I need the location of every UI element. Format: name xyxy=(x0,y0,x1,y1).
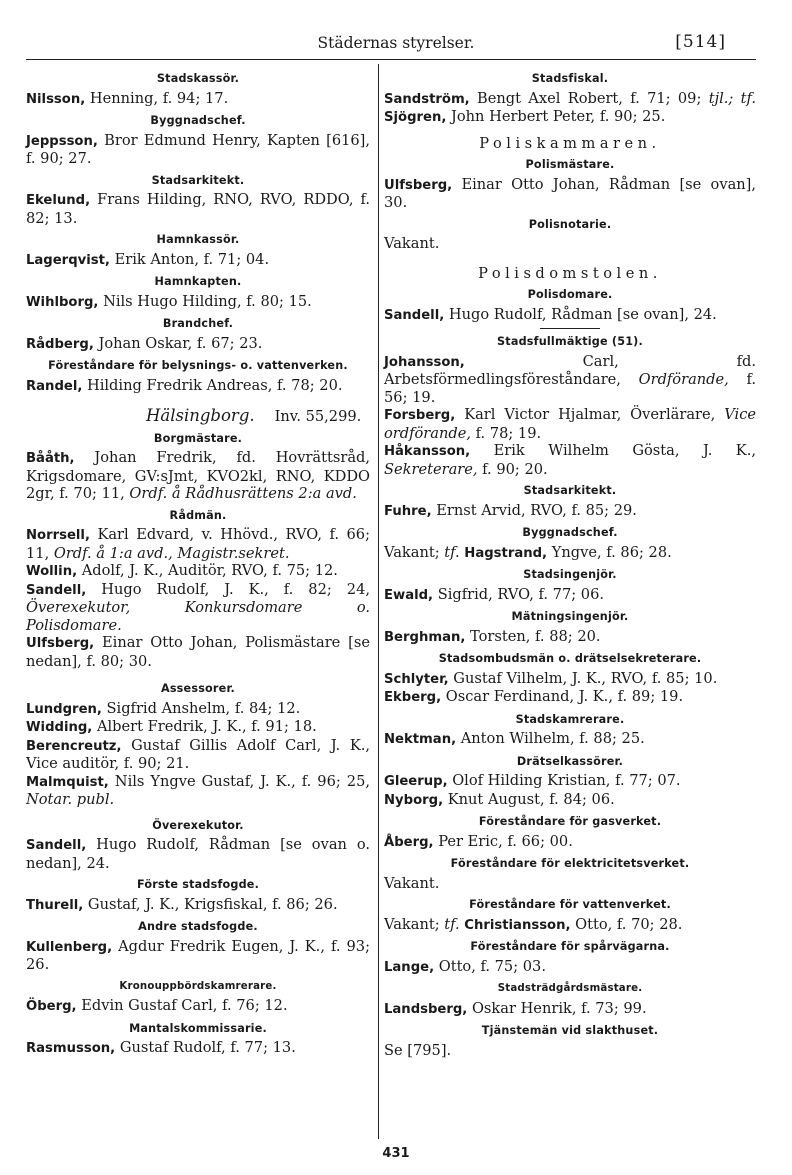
city-inventory: Inv. 55,299. xyxy=(274,408,362,425)
page-title: Städernas styrelser. xyxy=(317,34,475,52)
entry-italic: tjl.; tf. xyxy=(708,89,757,107)
entry-name: Ewald, xyxy=(384,587,434,603)
section-heading: Tjänstemän vid slakthuset. xyxy=(481,1024,659,1037)
entry xyxy=(384,833,756,852)
entry-italic: Ordf. å Rådhusrättens 2:a avd. xyxy=(129,485,357,502)
entry-text: Einar Otto Johan, Rådman [se ovan], 30. xyxy=(384,175,757,211)
entry xyxy=(384,772,756,791)
entry xyxy=(26,836,370,872)
entry xyxy=(26,581,370,635)
entry-text: Bengt Axel Robert, f. 71; 09; xyxy=(477,89,702,107)
entry xyxy=(384,90,756,127)
entry xyxy=(384,306,756,325)
entry-name: Norrsell, xyxy=(26,528,90,543)
entry-name: Bååth, xyxy=(26,451,75,466)
entry xyxy=(384,670,756,689)
entry-name: Sandell, xyxy=(26,582,87,598)
entry-text: Edvin Gustaf Carl, f. 76; 12. xyxy=(81,997,288,1014)
entry-name: Nilsson, xyxy=(26,91,86,107)
entry xyxy=(26,191,370,227)
entry xyxy=(26,132,370,168)
entry-text: Nils Hugo Hilding, f. 80; 15. xyxy=(103,292,312,310)
section-heading: Stadsarkitekt. xyxy=(151,173,245,187)
entry xyxy=(26,997,370,1016)
left-column xyxy=(26,66,370,1058)
section-heading: Föreståndare för spårvägarna. xyxy=(470,940,670,953)
entry-name: Öberg, xyxy=(26,999,77,1014)
city-heading xyxy=(26,407,370,426)
entry-text: Agdur Fredrik Eugen, J. K., f. 93; 26. xyxy=(26,937,370,973)
entry-text: Bror Edmund Henry, Kapten [616], f. 90; 27. xyxy=(26,131,371,167)
entry xyxy=(384,353,756,407)
entry-name: Ulfsberg, xyxy=(26,636,95,651)
entry xyxy=(384,1000,756,1019)
page-header xyxy=(0,34,792,58)
section-heading: Stadsträdgårdsmästare. xyxy=(497,983,643,994)
entry-text: Gustaf, J. K., Krigsfiskal, f. 86; 26. xyxy=(87,895,338,913)
entry xyxy=(384,406,756,442)
entry-text: Oskar Henrik, f. 73; 99. xyxy=(471,999,647,1017)
entry xyxy=(384,958,756,977)
subdivision-title: Polisdomstolen. xyxy=(478,264,662,282)
entry xyxy=(384,502,756,521)
entry-italic: Vice ordförande, xyxy=(384,406,757,442)
entry-name: Ekberg, xyxy=(384,690,442,705)
entry xyxy=(26,700,370,719)
entry xyxy=(384,442,756,478)
entry-pre: Vakant; xyxy=(384,915,440,933)
entry-text: Sigfrid Anshelm, f. 84; 12. xyxy=(106,699,301,717)
entry-tail: f. 78; 19. xyxy=(475,424,542,442)
entry-name: Christiansson, xyxy=(464,917,571,933)
entry xyxy=(26,1039,370,1058)
entry-name: Håkansson, xyxy=(384,444,471,459)
section-heading: Föreståndare för belysnings- o. vattenverken. xyxy=(48,359,348,372)
section-heading: Stadsombudsmän o. drätselsekreterare. xyxy=(438,652,702,665)
entry xyxy=(26,938,370,974)
entry-name: Wihlborg, xyxy=(26,294,99,310)
entry-text: Albert Fredrik, J. K., f. 91; 18. xyxy=(96,718,317,735)
section-heading: Stadsingenjör. xyxy=(523,568,617,581)
column-divider xyxy=(378,64,379,1139)
entry-text: Johan Oskar, f. 67; 23. xyxy=(98,334,263,352)
entry-text: Carl, fd. Arbetsförmedlingsföreståndare, xyxy=(384,352,756,388)
section-heading: Föreståndare för gasverket. xyxy=(478,815,662,828)
section-heading: Hamnkapten. xyxy=(154,275,242,288)
entry-name: Ekelund, xyxy=(26,193,91,208)
entry-italic: Sekreterare, xyxy=(384,460,478,478)
entry-italic: Ordförande, xyxy=(638,371,729,388)
section-heading: Överexekutor. xyxy=(152,818,244,832)
entry-name: Forsberg, xyxy=(384,408,456,423)
entry-name: Nyborg, xyxy=(384,792,444,808)
entry-italic: Överexekutor, Konkursdomare o. Polisdomare. xyxy=(26,599,370,634)
section-heading: Brandchef. xyxy=(162,317,234,330)
entry-text: Erik Wilhelm Gösta, J. K., xyxy=(493,442,756,459)
entry-name: Åberg, xyxy=(384,834,434,850)
entry-name: Gleerup, xyxy=(384,774,448,789)
entry-italic: Ordf. å 1:a avd., Magistr.sekret. xyxy=(53,544,290,562)
section-heading: Polisnotarie. xyxy=(528,217,612,231)
entry-text: John Herbert Peter, f. 90; 25. xyxy=(451,108,666,125)
entry xyxy=(26,377,370,396)
entry xyxy=(384,875,756,893)
section-heading: Förste stadsfogde. xyxy=(136,878,260,891)
entry-name: Randel, xyxy=(26,378,83,394)
entry-text: Vakant. xyxy=(384,874,440,892)
entry xyxy=(26,562,370,581)
entry xyxy=(26,737,370,773)
entry-italic: tf. xyxy=(444,915,460,933)
entry-text: Knut August, f. 84; 06. xyxy=(447,790,615,808)
entry-name: Wollin, xyxy=(26,564,78,579)
entry xyxy=(26,896,370,915)
entry xyxy=(384,730,756,749)
entry-text: Oscar Ferdinand, J. K., f. 89; 19. xyxy=(445,688,684,705)
entry-name: Malmquist, xyxy=(26,774,109,790)
entry-name: Nektman, xyxy=(384,732,457,747)
entry-text: Karl Victor Hjalmar, Överlärare, xyxy=(464,406,716,423)
section-heading: Föreståndare för vattenverket. xyxy=(469,898,671,911)
entry-text: Ernst Arvid, RVO, f. 85; 29. xyxy=(436,501,637,519)
section-heading: Kronouppbördskamrerare. xyxy=(119,980,277,992)
entry-name: Lundgren, xyxy=(26,701,102,717)
entry-tail: f. 90; 20. xyxy=(482,460,548,478)
entry-italic: tf. xyxy=(444,543,460,561)
entry xyxy=(26,251,370,270)
entry-name: Landsberg, xyxy=(384,1001,468,1017)
entry-name: Hagstrand, xyxy=(464,545,548,561)
section-heading: Stadsarkitekt. xyxy=(523,484,617,497)
entry-name: Ulfsberg, xyxy=(384,177,453,193)
section-rule xyxy=(540,328,600,329)
entry-name: Schlyter, xyxy=(384,671,449,687)
entry-text: Adolf, J. K., Auditör, RVO, f. 75; 12. xyxy=(81,562,338,579)
entry xyxy=(384,688,756,707)
entry-name: Sandström, xyxy=(384,91,470,107)
section-heading: Mantalskommissarie. xyxy=(129,1021,267,1035)
entry-text: Karl Edvard, v. Hhövd., RVO, f. 66; 11, xyxy=(26,526,370,562)
entry xyxy=(26,449,370,503)
entry-text: Hugo Rudolf, Rådman [se ovan], 24. xyxy=(448,305,717,323)
entry-text: Nils Yngve Gustaf, J. K., f. 96; 25, xyxy=(114,772,370,790)
entry-name: Sandell, xyxy=(26,838,87,853)
entry xyxy=(26,634,370,670)
entry-text: Yngve, f. 86; 28. xyxy=(551,543,672,561)
section-heading: Stadsfullmäktige (51). xyxy=(497,335,643,348)
page-reference: [514] xyxy=(675,32,726,52)
entry xyxy=(26,526,370,562)
entry-text: Anton Wilhelm, f. 88; 25. xyxy=(460,730,645,747)
section-heading: Rådmän. xyxy=(169,508,227,522)
entry-name: Berghman, xyxy=(384,629,466,645)
entry-text: Erik Anton, f. 71; 04. xyxy=(114,250,270,268)
section-heading: Byggnadschef. xyxy=(522,526,618,539)
entry-text: Johan Fredrik, fd. Hovrättsråd, Krigsdomare, GV:sJmt, KVO2kl, RNO, KDDO 2gr, f. 70; 11, xyxy=(26,449,371,502)
section-heading: Polismästare. xyxy=(525,158,615,171)
section-heading: Assessorer. xyxy=(160,682,236,695)
entry-text: Se [795]. xyxy=(384,1041,452,1059)
section-heading: Drätselkassörer. xyxy=(516,754,624,768)
entry-pre: Vakant; xyxy=(384,543,440,561)
entry-name: Lange, xyxy=(384,959,435,975)
entry-text: Hugo Rudolf, Rådman [se ovan o. nedan], 24. xyxy=(26,836,371,872)
section-heading: Byggnadschef. xyxy=(150,114,246,127)
entry-name: Lagerqvist, xyxy=(26,252,110,268)
entry-italic: Notar. publ. xyxy=(26,791,115,808)
entry-text: Vakant. xyxy=(384,235,440,252)
section-heading: Mätningsingenjör. xyxy=(511,610,629,623)
entry-name: Kullenberg, xyxy=(26,939,113,955)
entry xyxy=(384,1042,756,1060)
entry xyxy=(26,773,370,809)
entry-text: Torsten, f. 88; 20. xyxy=(470,627,601,645)
section-heading: Borgmästare. xyxy=(153,431,243,445)
entry-name: Thurell, xyxy=(26,897,84,913)
entry-name: Widding, xyxy=(26,720,93,735)
subdivision-title: Poliskammaren. xyxy=(479,134,661,152)
entry xyxy=(384,791,756,810)
section-heading: Stadskamrerare. xyxy=(515,712,625,726)
city-name: Hälsingborg. xyxy=(146,406,255,425)
entry-name: Jeppsson, xyxy=(26,133,98,149)
entry-text: Otto, f. 75; 03. xyxy=(438,957,546,975)
entry xyxy=(26,718,370,737)
entry-text: Gustaf Rudolf, f. 77; 13. xyxy=(119,1039,296,1056)
header-rule xyxy=(26,59,756,60)
entry-name: Rådberg, xyxy=(26,336,94,352)
section-heading: Stadsfiskal. xyxy=(531,72,609,85)
entry-text: Olof Hilding Kristian, f. 77; 07. xyxy=(452,772,681,789)
section-heading: Föreståndare för elektricitetsverket. xyxy=(450,857,690,870)
entry xyxy=(384,176,756,212)
entry-name: Johansson, xyxy=(384,354,465,370)
page-number: 431 xyxy=(382,1146,410,1161)
entry-text: Hugo Rudolf, J. K., f. 82; 24, xyxy=(101,580,371,598)
entry-text: Per Eric, f. 66; 00. xyxy=(438,832,573,850)
section-heading: Andre stadsfogde. xyxy=(138,920,258,933)
entry-text: Einar Otto Johan, Polismästare [se nedan], f. 80; 30. xyxy=(26,634,371,670)
entry-name: Berencreutz, xyxy=(26,738,122,754)
entry-text: Gustaf Gillis Adolf Carl, J. K., Vice auditör, f. 90; 21. xyxy=(26,736,371,772)
entry-text: Otto, f. 70; 28. xyxy=(575,915,683,933)
right-column xyxy=(384,66,756,1059)
entry xyxy=(384,586,756,605)
entry-name: Rasmusson, xyxy=(26,1041,116,1056)
entry-text: Sigfrid, RVO, f. 77; 06. xyxy=(437,585,605,603)
entry xyxy=(384,916,756,935)
entry-text: Henning, f. 94; 17. xyxy=(89,89,229,107)
entry xyxy=(26,90,370,109)
entry-tail: f. 56; 19. xyxy=(384,371,756,406)
entry-name: Sjögren, xyxy=(384,110,447,125)
entry xyxy=(384,235,756,253)
entry-name: Sandell, xyxy=(384,307,445,323)
entry-text: Frans Hilding, RNO, RVO, RDDO, f. 82; 13. xyxy=(26,191,370,227)
entry xyxy=(384,628,756,647)
section-heading: Polisdomare. xyxy=(527,288,613,301)
entry-text: Gustaf Vilhelm, J. K., RVO, f. 85; 10. xyxy=(453,669,718,687)
entry xyxy=(26,293,370,312)
entry-name: Fuhre, xyxy=(384,503,432,519)
section-heading: Hamnkassör. xyxy=(156,233,240,246)
entry xyxy=(26,335,370,354)
entry-text: Hilding Fredrik Andreas, f. 78; 20. xyxy=(87,376,343,394)
entry xyxy=(384,544,756,563)
section-heading: Stadskassör. xyxy=(156,72,240,85)
